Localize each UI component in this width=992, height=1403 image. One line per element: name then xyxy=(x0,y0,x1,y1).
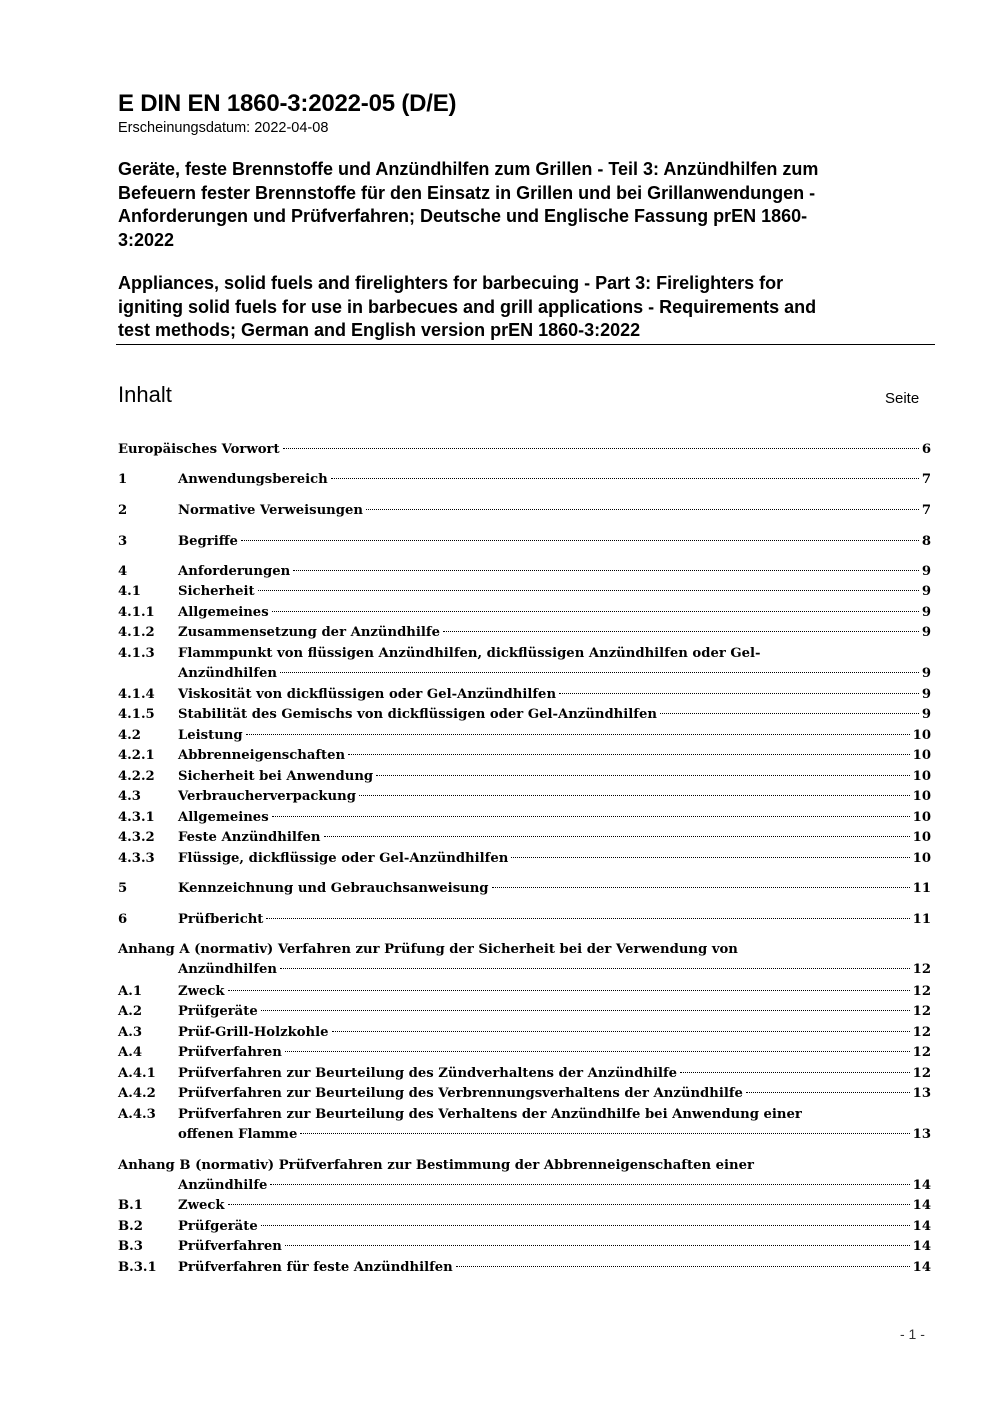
english-title-line: igniting solid fuels for use in barbecues and grill applications - Requirements and xyxy=(118,296,817,317)
toc-dot-leader xyxy=(456,1266,910,1267)
toc-entry[interactable] xyxy=(118,1176,931,1196)
toc-entry-page: 9 xyxy=(921,707,931,722)
toc-entry-number: 4 xyxy=(118,564,128,579)
toc-entry-title: Anhang A (normativ) Verfahren zur Prüfung der Sicherheit bei der Verwendung von xyxy=(118,942,738,957)
toc-dot-leader xyxy=(293,570,919,571)
german-title-line: Anforderungen und Prüfverfahren; Deutsche und Englische Fassung prEN 1860- xyxy=(118,206,808,226)
toc-entry[interactable] xyxy=(118,910,931,930)
toc-entry-number: 4.1 xyxy=(118,584,141,599)
toc-entry-page: 9 xyxy=(921,605,931,620)
toc-entry[interactable] xyxy=(118,1084,931,1104)
toc-entry[interactable] xyxy=(118,808,931,828)
toc-entry[interactable] xyxy=(118,1023,931,1043)
toc-entry-title: Anzündhilfen xyxy=(178,666,277,681)
toc-entry-number: B.1 xyxy=(118,1198,143,1213)
toc-entry-title: offenen Flamme xyxy=(178,1127,298,1142)
toc-dot-leader xyxy=(443,631,919,632)
toc-entry-first-line[interactable] xyxy=(118,940,931,960)
toc-dot-leader xyxy=(511,857,909,858)
toc-entry-page: 10 xyxy=(912,810,931,825)
toc-entry-number: 4.1.1 xyxy=(118,605,155,620)
toc-entry[interactable] xyxy=(118,1125,931,1145)
toc-entry-title: Prüfgeräte xyxy=(178,1004,258,1019)
toc-entry[interactable] xyxy=(118,767,931,787)
toc-entry-title: Europäisches Vorwort xyxy=(118,442,280,457)
toc-entry[interactable] xyxy=(118,532,931,552)
toc-entry-title: Kennzeichnung und Gebrauchsanweisung xyxy=(178,881,489,896)
page-number: - 1 - xyxy=(900,1326,925,1342)
toc-entry-number: 6 xyxy=(118,912,128,927)
toc-entry-page: 14 xyxy=(912,1239,931,1254)
toc-entry[interactable] xyxy=(118,1258,931,1278)
toc-entry-number: 4.2.2 xyxy=(118,769,155,784)
toc-entry[interactable] xyxy=(118,849,931,869)
toc-entry-number: 4.2.1 xyxy=(118,748,155,763)
toc-entry-number: B.2 xyxy=(118,1219,143,1234)
toc-entry[interactable] xyxy=(118,726,931,746)
toc-dot-leader xyxy=(366,509,919,510)
toc-entry-page: 13 xyxy=(912,1127,931,1142)
toc-entry-page: 9 xyxy=(921,584,931,599)
toc-entry-title: Zweck xyxy=(178,984,225,999)
toc-dot-leader xyxy=(559,693,919,694)
toc-entry-page: 9 xyxy=(921,564,931,579)
toc-entry-title: Allgemeines xyxy=(178,605,269,620)
toc-entry-title: Zweck xyxy=(178,1198,225,1213)
toc-entry-title: Prüfverfahren zur Beurteilung des Zündverhaltens der Anzündhilfe xyxy=(178,1066,678,1081)
toc-entry-number: 4.2 xyxy=(118,728,141,743)
toc-entry[interactable] xyxy=(118,623,931,643)
english-title-line: test methods; German and English version prEN 1860-3:2022 xyxy=(118,320,641,340)
toc-entry[interactable] xyxy=(118,440,931,460)
toc-entry-title: Anhang B (normativ) Prüfverfahren zur Bestimmung der Abbrenneigenschaften einer xyxy=(118,1158,754,1173)
publication-date: Erscheinungsdatum: 2022-04-08 xyxy=(118,120,329,136)
toc-entry-page: 10 xyxy=(912,830,931,845)
toc-dot-leader xyxy=(324,836,910,837)
toc-entry[interactable] xyxy=(118,685,931,705)
toc-entry[interactable] xyxy=(118,1217,931,1237)
toc-entry-title: Abbrenneigenschaften xyxy=(178,748,346,763)
toc-entry-title: Anwendungsbereich xyxy=(178,472,328,487)
toc-entry-title: Leistung xyxy=(178,728,243,743)
toc-dot-leader xyxy=(228,990,910,991)
toc-entry-title: Allgemeines xyxy=(178,810,269,825)
toc-entry[interactable] xyxy=(118,879,931,899)
toc-dot-leader xyxy=(270,1184,909,1185)
toc-entry-number: 1 xyxy=(118,472,128,487)
toc-entry-number: A.3 xyxy=(118,1025,142,1040)
toc-entry-number: 4.1.4 xyxy=(118,687,155,702)
toc-entry-page: 10 xyxy=(912,728,931,743)
toc-entry-page: 6 xyxy=(921,442,931,457)
toc-entry-title: Prüfverfahren zur Beurteilung des Verhaltens der Anzündhilfe bei Anwendung einer xyxy=(178,1107,802,1122)
toc-entry-number: A.4.1 xyxy=(118,1066,156,1081)
toc-entry-page: 10 xyxy=(912,748,931,763)
toc-entry-number: 4.3.2 xyxy=(118,830,155,845)
toc-entry-page: 14 xyxy=(912,1219,931,1234)
toc-heading: Inhalt xyxy=(118,382,172,407)
toc-dot-leader xyxy=(272,816,910,817)
toc-entry-title: Flammpunkt von flüssigen Anzündhilfen, dickflüssigen Anzündhilfen oder Gel- xyxy=(178,646,761,661)
toc-entry-number: A.4.3 xyxy=(118,1107,156,1122)
toc-entry-page: 7 xyxy=(921,503,931,518)
toc-dot-leader xyxy=(348,754,910,755)
german-title-line: 3:2022 xyxy=(118,229,175,250)
toc-entry-number: B.3 xyxy=(118,1239,143,1254)
toc-dot-leader xyxy=(680,1072,910,1073)
toc-dot-leader xyxy=(266,918,909,919)
toc-entry[interactable] xyxy=(118,746,931,766)
toc-entry-page: 13 xyxy=(912,1086,931,1101)
toc-dot-leader xyxy=(285,1051,910,1052)
toc-entry-title: Prüf-Grill-Holzkohle xyxy=(178,1025,329,1040)
toc-entry[interactable] xyxy=(118,705,931,725)
toc-dot-leader xyxy=(261,1225,910,1226)
german-title-line: Befeuern fester Brennstoffe für den Einsatz in Grillen und bei Grillanwendungen - xyxy=(118,182,816,203)
toc-dot-leader xyxy=(376,775,910,776)
toc-entry-title: Zusammensetzung der Anzündhilfe xyxy=(178,625,440,640)
toc-entry-title: Anzündhilfen xyxy=(178,962,277,977)
toc-entry-first-line[interactable] xyxy=(118,1105,931,1125)
toc-entry[interactable] xyxy=(118,501,931,521)
toc-entry[interactable] xyxy=(118,470,931,490)
toc-entry[interactable] xyxy=(118,1002,931,1022)
toc-entry-page: 10 xyxy=(912,851,931,866)
toc-entry-number: 4.1.5 xyxy=(118,707,155,722)
toc-page-column-label: Seite xyxy=(885,390,920,407)
toc-dot-leader xyxy=(258,590,919,591)
toc-entry[interactable] xyxy=(118,664,931,684)
toc-entry-page: 12 xyxy=(912,962,931,977)
toc-dot-leader xyxy=(285,1245,910,1246)
toc-entry-title: Prüfverfahren für feste Anzündhilfen xyxy=(178,1260,453,1275)
toc-entry-title: Anzündhilfe xyxy=(178,1178,268,1193)
toc-dot-leader xyxy=(246,734,910,735)
toc-entry-title: Flüssige, dickflüssige oder Gel-Anzündhilfen xyxy=(178,851,509,866)
toc-entry-title: Verbraucherverpackung xyxy=(178,789,356,804)
toc-entry-page: 14 xyxy=(912,1178,931,1193)
toc-entry[interactable] xyxy=(118,960,931,980)
toc-entry-title: Viskosität von dickflüssigen oder Gel-Anzündhilfen xyxy=(178,687,557,702)
toc-entry-number: A.1 xyxy=(118,984,142,999)
toc-dot-leader xyxy=(280,672,919,673)
title-divider xyxy=(116,344,935,345)
toc-entry-first-line[interactable] xyxy=(118,1156,931,1176)
toc-entry-number: B.3.1 xyxy=(118,1260,157,1275)
toc-entry-page: 12 xyxy=(912,984,931,999)
toc-entry-page: 14 xyxy=(912,1260,931,1275)
document-code: E DIN EN 1860-3:2022-05 (D/E) xyxy=(118,90,457,117)
toc-entry-page: 9 xyxy=(921,687,931,702)
toc-entry-title: Feste Anzündhilfen xyxy=(178,830,321,845)
toc-entry-number: 4.1.2 xyxy=(118,625,155,640)
toc-entry-page: 9 xyxy=(921,625,931,640)
english-title xyxy=(118,272,938,343)
toc-entry-page: 8 xyxy=(921,534,931,549)
toc-dot-leader xyxy=(660,713,919,714)
toc-entry[interactable] xyxy=(118,603,931,623)
toc-entry-title: Begriffe xyxy=(178,534,238,549)
toc-dot-leader xyxy=(359,795,910,796)
toc-entry-page: 12 xyxy=(912,1025,931,1040)
toc-entry-title: Prüfverfahren zur Beurteilung des Verbrennungsverhaltens der Anzündhilfe xyxy=(178,1086,743,1101)
toc-dot-leader xyxy=(746,1092,910,1093)
toc-entry-number: 4.3.1 xyxy=(118,810,155,825)
toc-entry-number: 2 xyxy=(118,503,128,518)
toc-entry[interactable] xyxy=(118,1043,931,1063)
toc-entry[interactable] xyxy=(118,562,931,582)
english-title-line: Appliances, solid fuels and firelighters for barbecuing - Part 3: Firelighters for xyxy=(118,273,784,293)
toc-dot-leader xyxy=(283,448,919,449)
toc-entry[interactable] xyxy=(118,787,931,807)
toc-entry-title: Prüfbericht xyxy=(178,912,264,927)
toc-entry-number: 3 xyxy=(118,534,128,549)
toc-entry-page: 11 xyxy=(912,912,931,927)
toc-entry-page: 10 xyxy=(912,769,931,784)
toc-dot-leader xyxy=(241,540,919,541)
toc-entry-title: Prüfgeräte xyxy=(178,1219,258,1234)
toc-dot-leader xyxy=(261,1010,910,1011)
toc-entry-number: 4.1.3 xyxy=(118,646,155,661)
toc-dot-leader xyxy=(272,611,919,612)
toc-entry-number: 4.3 xyxy=(118,789,141,804)
toc-dot-leader xyxy=(280,968,910,969)
toc-dot-leader xyxy=(492,887,910,888)
german-title xyxy=(118,158,938,252)
toc-entry-number: 5 xyxy=(118,881,128,896)
toc-entry-page: 10 xyxy=(912,789,931,804)
toc-entry-page: 7 xyxy=(921,472,931,487)
toc-entry-title: Prüfverfahren xyxy=(178,1239,282,1254)
toc-entry-page: 12 xyxy=(912,1045,931,1060)
toc-entry-number: 4.3.3 xyxy=(118,851,155,866)
toc-entry-page: 14 xyxy=(912,1198,931,1213)
toc-entry-title: Stabilität des Gemischs von dickflüssigen oder Gel-Anzündhilfen xyxy=(178,707,657,722)
toc-entry-number: A.4 xyxy=(118,1045,142,1060)
toc-entry[interactable] xyxy=(118,1237,931,1257)
toc-entry-page: 12 xyxy=(912,1066,931,1081)
toc-entry-first-line[interactable] xyxy=(118,644,931,664)
toc-entry-title: Sicherheit bei Anwendung xyxy=(178,769,374,784)
toc-dot-leader xyxy=(332,1031,910,1032)
toc-dot-leader xyxy=(228,1204,910,1205)
toc-entry-page: 9 xyxy=(921,666,931,681)
toc-dot-leader xyxy=(300,1133,909,1134)
toc-entry-title: Prüfverfahren xyxy=(178,1045,282,1060)
toc-entry-page: 12 xyxy=(912,1004,931,1019)
toc-entry[interactable] xyxy=(118,1064,931,1084)
german-title-line: Geräte, feste Brennstoffe und Anzündhilfen zum Grillen - Teil 3: Anzündhilfen zum xyxy=(118,159,819,179)
toc-dot-leader xyxy=(331,478,919,479)
toc-entry-title: Anforderungen xyxy=(178,564,291,579)
toc-entry-number: A.4.2 xyxy=(118,1086,156,1101)
toc-entry[interactable] xyxy=(118,828,931,848)
toc-entry[interactable] xyxy=(118,1196,931,1216)
toc-entry-number: A.2 xyxy=(118,1004,142,1019)
toc-entry-title: Normative Verweisungen xyxy=(178,503,363,518)
toc-entry[interactable] xyxy=(118,982,931,1002)
toc-entry-page: 11 xyxy=(912,881,931,896)
toc-entry-title: Sicherheit xyxy=(178,584,255,599)
toc-entry[interactable] xyxy=(118,582,931,602)
